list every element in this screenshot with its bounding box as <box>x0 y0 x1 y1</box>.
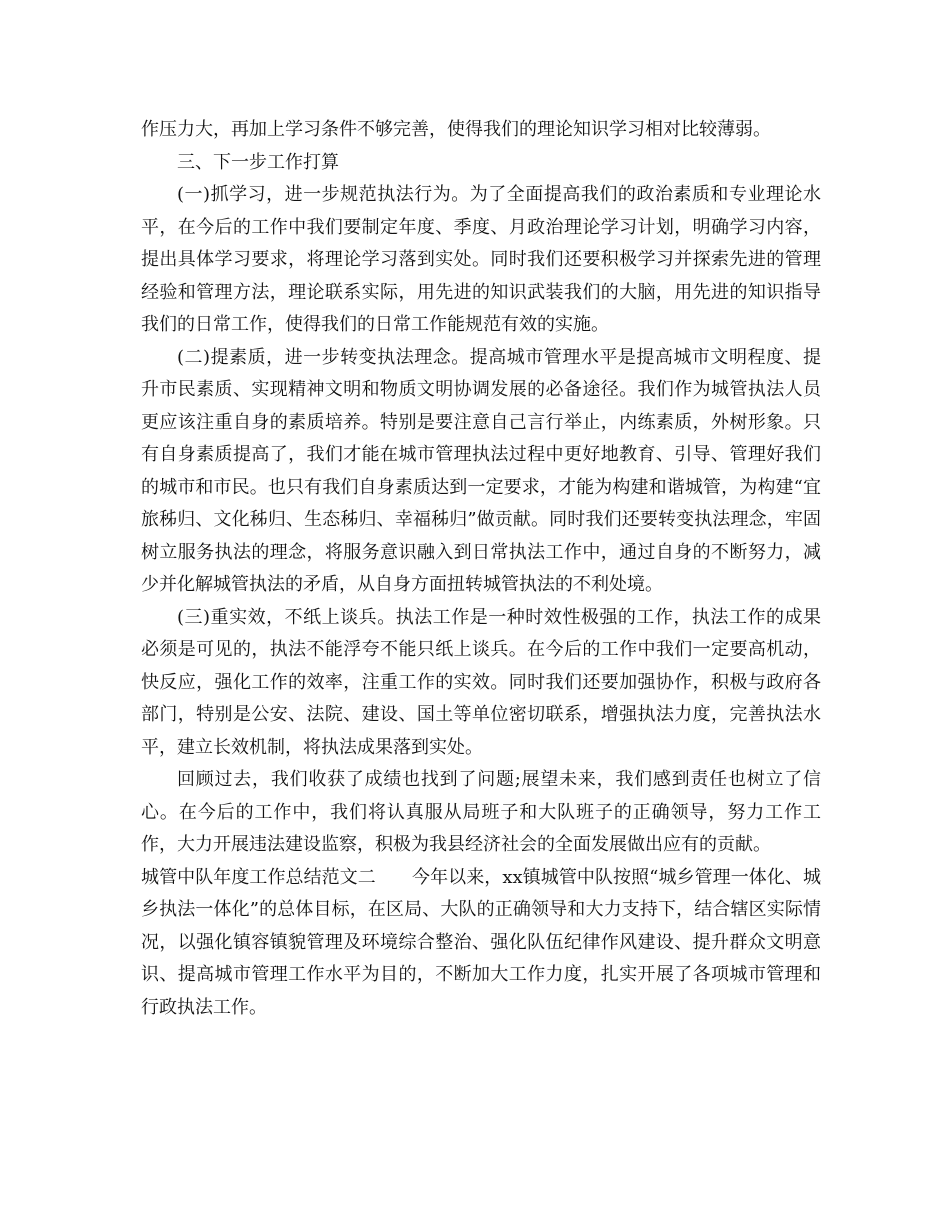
section-heading-next-steps: 三、下一步工作打算 <box>177 151 339 173</box>
paragraph-effectiveness: (三)重实效，不纸上谈兵。执法工作是一种时效性极强的工作，执法工作的成果必须是可见的，执法不能浮夸不能只纸上谈兵。在今后的工作中我们一定要高机动，快反应，强化工作的效率，注重工作的实效。同时我们还要加强协作，积极与政府各部门，特别是公安、法院、建设、国土等单位密切联系，增强执法力度，完善执法水平，建立长效机制，将执法成果落到实处。 <box>141 606 821 758</box>
paragraph-review: 回顾过去，我们收获了成绩也找到了问题;展望未来，我们感到责任也树立了信心。在今后的工作中，我们将认真服从局班子和大队班子的正确领导，努力工作工作，大力开展违法建设监察，积极为我县经济社会的全面发展做出应有的贡献。 <box>141 769 821 855</box>
paragraph-study: (一)抓学习，进一步规范执法行为。为了全面提高我们的政治素质和专业理论水平，在今后的工作中我们要制定年度、季度、月政治理论学习计划，明确学习内容，提出具体学习要求，将理论学习落到实处。同时我们还要积极学习并探索先进的管理经验和管理方法，理论联系实际，用先进的知识武装我们的大脑，用先进的知识指导我们的日常工作，使得我们的日常工作能规范有效的实施。 <box>141 184 821 335</box>
paragraph-continuation: 作压力大，再加上学习条件不够完善，使得我们的理论知识学习相对比较薄弱。 <box>141 119 771 140</box>
document-body <box>141 114 821 1024</box>
paragraph-example-two: 城管中队年度工作总结范文二 今年以来，xx镇城管中队按照“城乡管理一体化、城乡执法一体化”的总体目标，在区局、大队的正确领导和大力支持下，结合辖区实际情况，以强化镇容镇貌管理及环境综合整治、强化队伍纪律作风建设、提升群众文明意识、提高城市管理工作水平为目的，不断加大工作力度，扎实开展了各项城市管理和行政执法工作。 <box>141 866 821 1018</box>
paragraph-quality: (二)提素质，进一步转变执法理念。提高城市管理水平是提高城市文明程度、提升市民素质、实现精神文明和物质文明协调发展的必备途径。我们作为城管执法人员更应该注重自身的素质培养。特别是要注意自己言行举止，内练素质，外树形象。只有自身素质提高了，我们才能在城市管理执法过程中更好地教育、引导、管理好我们的城市和市民。也只有我们自身素质达到一定要求，才能为构建和谐城管，为构建“宜旅秭归、文化秭归、生态秭归、幸福秭归”做贡献。同时我们还要转变执法理念，牢固树立服务执法的理念，将服务意识融入到日常执法工作中，通过自身的不断努力，减少并化解城管执法的矛盾，从自身方面扭转城管执法的不利处境。 <box>141 346 821 595</box>
